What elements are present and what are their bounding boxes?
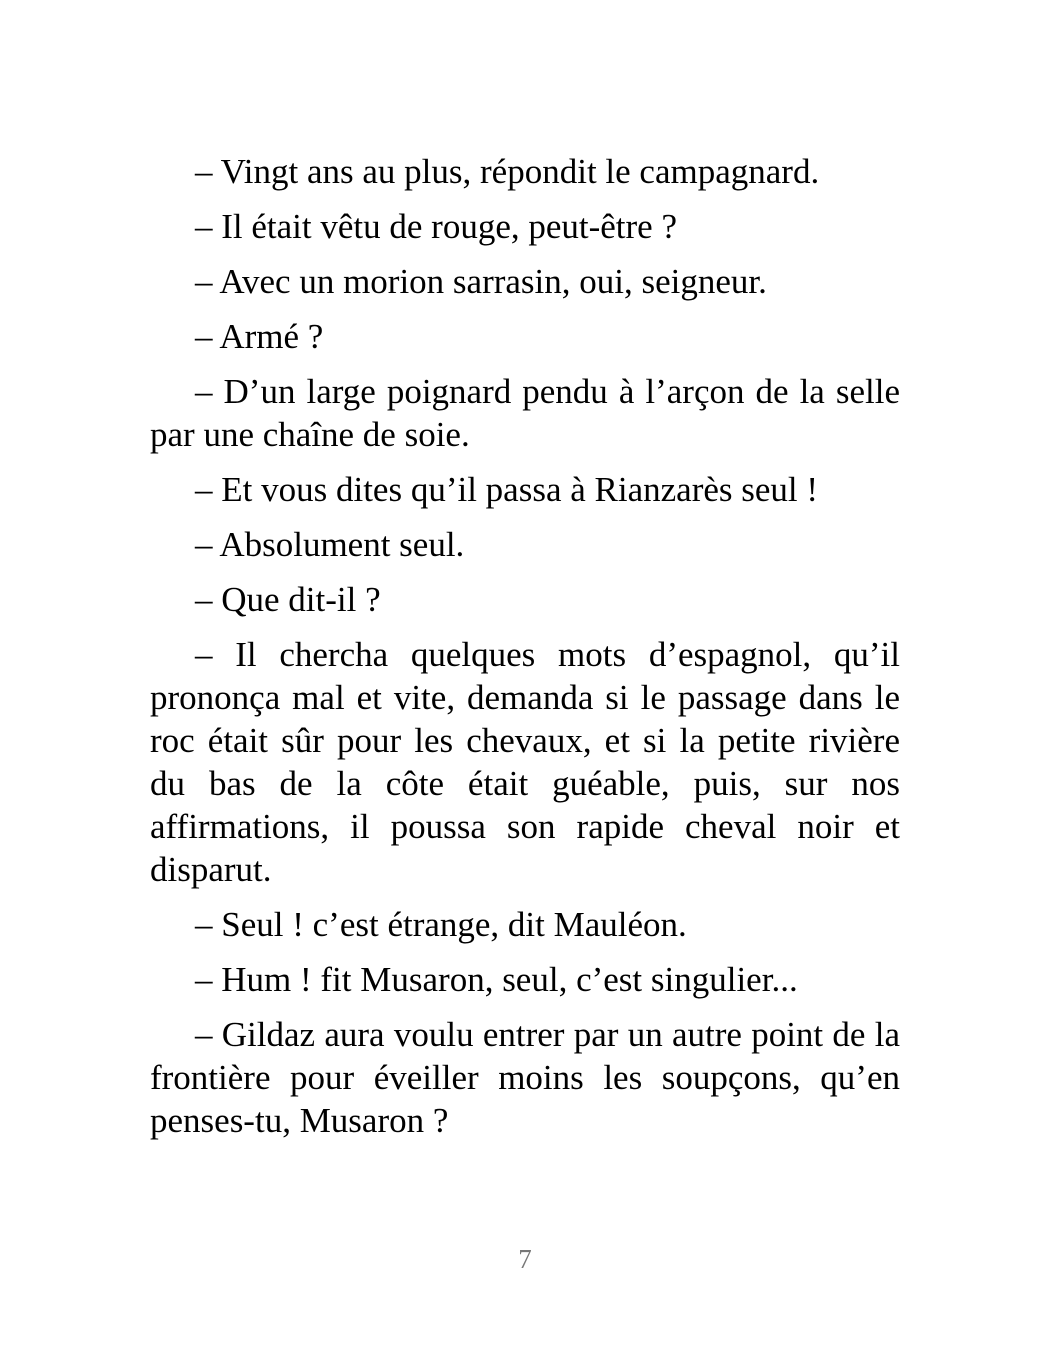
- paragraph: – Avec un morion sarrasin, oui, seigneur.: [195, 262, 767, 301]
- page-number: 7: [518, 1244, 532, 1274]
- paragraph: – Armé ?: [195, 317, 324, 356]
- paragraph: – D’un large poignard pendu à l’arçon de la selle par une chaîne de soie.: [150, 372, 900, 454]
- paragraph: – Que dit-il ?: [195, 580, 381, 619]
- page-body: [150, 150, 900, 1154]
- paragraph: – Hum ! fit Musaron, seul, c’est singulier...: [195, 960, 798, 999]
- paragraph: – Absolument seul.: [195, 525, 465, 564]
- paragraph: – Il chercha quelques mots d’espagnol, qu’il prononça mal et vite, demanda si le passage dans le roc était sûr pour les chevaux, et si la petite rivière du bas de la côte était guéable, puis, sur nos affirmations, il poussa son rapide cheval noir et disparut.: [150, 635, 900, 889]
- paragraph: – Il était vêtu de rouge, peut-être ?: [195, 207, 678, 246]
- paragraph: – Seul ! c’est étrange, dit Mauléon.: [195, 905, 687, 944]
- paragraph: – Gildaz aura voulu entrer par un autre point de la frontière pour éveiller moins les soupçons, qu’en penses-tu, Musaron ?: [150, 1015, 900, 1140]
- paragraph: – Et vous dites qu’il passa à Rianzarès seul !: [195, 470, 819, 509]
- paragraph: – Vingt ans au plus, répondit le campagnard.: [195, 152, 820, 191]
